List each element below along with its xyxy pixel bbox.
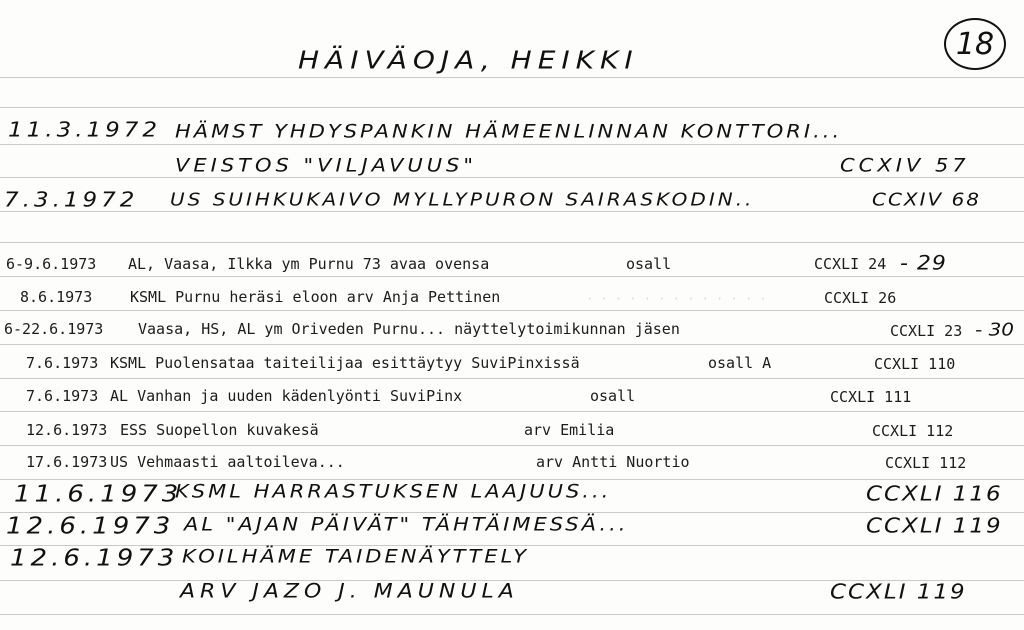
typed-date: 6-9.6.1973 (6, 255, 97, 273)
entry-text: HÄMST YHDYSPANKIN HÄMEENLINNAN KONTTORI... (175, 120, 843, 142)
typed-ref: CCXLI 112 (885, 454, 967, 472)
typed-role: arv Antti Nuortio (536, 453, 690, 471)
entry-date: 7.3.1972 (4, 188, 139, 212)
entry-ref: CCXLI 116 (866, 482, 1003, 506)
typed-ref: CCXLI 111 (830, 388, 912, 406)
typed-text: ESS Suopellon kuvakesä (120, 421, 319, 439)
ruled-line (0, 77, 1024, 78)
entry-date: 12.6.1973 (6, 513, 175, 540)
typed-date: 12.6.1973 (26, 421, 108, 439)
entry-ref: CCXIV 57 (840, 154, 970, 176)
typed-text: US Vehmaasti aaltoileva... (110, 453, 345, 471)
card-number: 18 (955, 26, 995, 62)
typed-role: osall A (708, 354, 772, 372)
ruled-line (0, 411, 1024, 412)
typed-date: 7.6.1973 (26, 387, 99, 405)
typed-ref: CCXLI 110 (874, 355, 956, 373)
ruled-line (0, 310, 1024, 311)
entry-date: 12.6.1973 (10, 545, 179, 572)
ruled-line (0, 242, 1024, 243)
name-heading: HÄIVÄOJA, HEIKKI (298, 45, 639, 75)
entry-text: US SUIHKUKAIVO MYLLYPURON SAIRASKODIN.. (170, 188, 755, 210)
entry-ref: CCXLI 119 (866, 514, 1003, 538)
entry-date: 11.6.1973 (14, 481, 183, 508)
card-number-circle (944, 18, 1006, 70)
typed-date: 6-22.6.1973 (4, 320, 104, 338)
entry-date: 11.3.1972 (8, 118, 162, 142)
typed-date: 17.6.1973 (26, 453, 108, 471)
entry-text: KOILHÄME TAIDENÄYTTELY (182, 545, 530, 567)
ruled-line (0, 378, 1024, 379)
typed-text: KSML Puolensataa taiteilijaa esittäytyy SuviPinxissä (110, 354, 580, 372)
ruled-line (0, 144, 1024, 145)
typed-ref: CCXLI 112 (872, 422, 954, 440)
typed-ref-hand: - 30 (975, 318, 1015, 340)
typed-role: osall (590, 387, 636, 405)
typed-text: AL Vanhan ja uuden kädenlyönti SuviPinx (110, 387, 463, 405)
ruled-line (0, 614, 1024, 615)
typed-role: arv Emilia (524, 421, 615, 439)
entry-text: ARV JAZO J. MAUNULA (180, 580, 519, 603)
typed-ref: CCXLI 26 (824, 289, 897, 307)
ruled-line (0, 177, 1024, 178)
typed-text: KSML Purnu heräsi eloon arv Anja Pettinen (130, 288, 501, 306)
entry-text: KSML HARRASTUKSEN LAAJUUS... (175, 480, 612, 502)
entry-text: VEISTOS "VILJAVUUS" (175, 154, 478, 176)
bleed-through-text: · · · · · · · · · · · · · (586, 292, 767, 306)
ruled-line (0, 107, 1024, 108)
typed-date: 8.6.1973 (20, 288, 93, 306)
ruled-line (0, 344, 1024, 345)
entry-ref: CCXIV 68 (872, 188, 982, 210)
entry-ref: CCXLI 119 (830, 580, 967, 604)
typed-text: AL, Vaasa, Ilkka ym Purnu 73 avaa ovensa (128, 255, 490, 273)
typed-ref-hand: - 29 (900, 252, 947, 275)
typed-role: osall (626, 255, 672, 273)
ruled-line (0, 211, 1024, 212)
typed-ref: CCXLI 23 (890, 322, 963, 340)
ruled-line (0, 276, 1024, 277)
typed-ref: CCXLI 24 (814, 255, 887, 273)
entry-text: AL "AJAN PÄIVÄT" TÄHTÄIMESSÄ... (184, 513, 629, 535)
ruled-line (0, 445, 1024, 446)
typed-text: Vaasa, HS, AL ym Oriveden Purnu... näyttelytoimikunnan jäsen (138, 320, 680, 338)
typed-date: 7.6.1973 (26, 354, 99, 372)
